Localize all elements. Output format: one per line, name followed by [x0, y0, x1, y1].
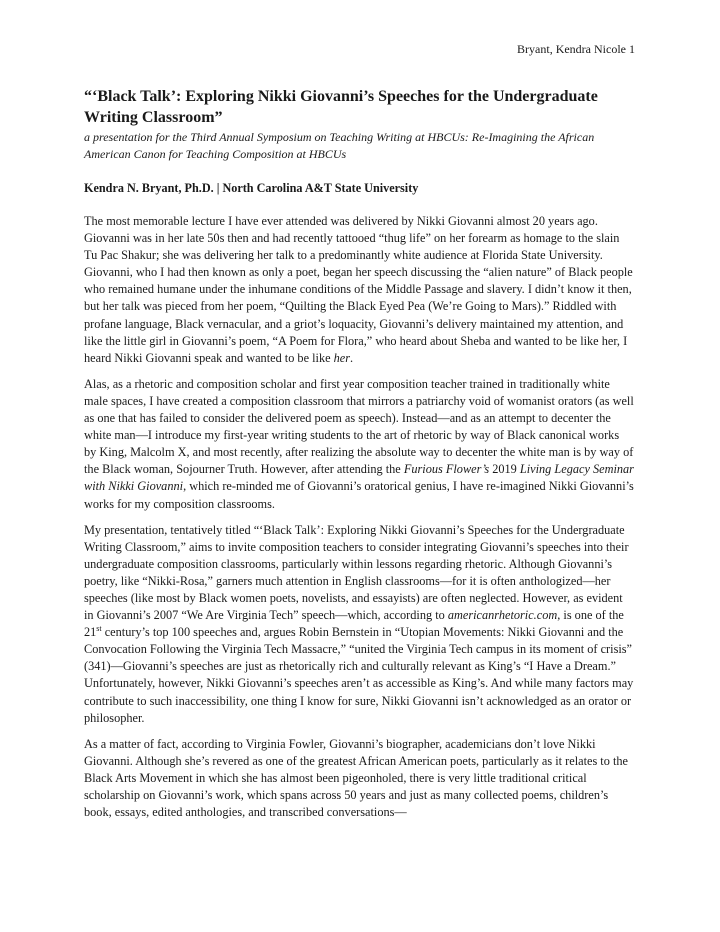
paragraph-text: .	[350, 350, 354, 365]
paragraph-text: As a matter of fact, according to Virginia Fowler, Giovanni’s biographer, academicians don’t love Nikki Giovanni. Although she’s revered as one of the greatest African American poets, particularly as it relates to the Black Arts Movement in which she has almost been pigeonholed, there is very little traditional critical scholarship on Giovanni’s work, which spans across 50 years and just as many collected poems, children’s book, essays, edited anthologies, and transcribed conversations—	[84, 736, 628, 820]
emphasis-text: americanrhetoric.com	[447, 608, 558, 623]
paragraph-text: century’s top 100 speeches and, argues Robin Bernstein in “Utopian Movements: Nikki Giovanni and the Convocation Following the Virginia Tech Massacre,” “united the Virginia Tech campus in its moment of crisis” (341)—Giovanni’s speeches are just as rhetorically rich and culturally relevant as King’s “I Have a Dream.” Unfortunately, however, Nikki Giovanni’s speeches aren’t as accessible as King’s. And while many factors may contribute to such inaccessibility, one thing I know for sure, Nikki Giovanni isn’t acknowledged as an orator or philosopher.	[84, 625, 634, 725]
body-paragraph-2	[84, 376, 634, 513]
paragraph-text: My presentation, tentatively titled “‘Black Talk’: Exploring Nikki Giovanni’s Speeches for the Undergraduate Writing Classroom,” aims to invite composition teachers to consider integrating Giovanni’s speeches into their undergraduate composition classrooms, particularly within lessons regarding rhetoric. Although Giovanni’s poetry, like “Nikki-Rosa,” garners much attention in English classrooms—for it is often anthologized—her speeches (like most by Black women poets, novelists, and essayists) are often neglected. However, as evident in Giovanni’s 2007 “We Are Virginia Tech” speech—which, according to	[84, 522, 629, 623]
body-paragraph-1	[84, 213, 634, 367]
paragraph-text: 2019	[489, 462, 520, 477]
document-subtitle: a presentation for the Third Annual Symposium on Teaching Writing at HBCUs: Re-Imagining the African American Canon for Teaching Composition at HBCUs	[84, 130, 595, 161]
paragraph-text: , which re-minded me of Giovanni’s oratorical genius, I have re-imagined Nikki Giovanni’s works for my composition classrooms.	[84, 479, 634, 511]
emphasis-text: her	[333, 350, 351, 365]
emphasis-text: Living Legacy Seminar with Nikki Giovanni	[84, 462, 634, 494]
body-paragraph-4	[84, 736, 634, 821]
paragraph-text: , is one of the 21	[84, 608, 624, 640]
superscript-ordinal: st	[96, 624, 102, 634]
author-affiliation: Kendra N. Bryant, Ph.D. | North Carolina A&T State University	[84, 181, 419, 195]
body-paragraph-3	[84, 522, 634, 727]
emphasis-text: Furious Flower’s	[403, 462, 490, 477]
document-title: “‘Black Talk’: Exploring Nikki Giovanni’s Speeches for the Undergraduate Writing Classroom”	[84, 88, 598, 126]
running-header: Bryant, Kendra Nicole 1	[517, 42, 635, 56]
paragraph-text: The most memorable lecture I have ever attended was delivered by Nikki Giovanni almost 20 years ago. Giovanni was in her late 50s then and had recently tattooed “thug life” on her forearm as homage to the slain Tu Pac Shakur; she was delivering her talk to a predominantly white audience at Florida State University. Giovanni, who I had then known as only a poet, began her speech discussing the “alien nature” of Black people who remained humane under the inhumane conditions of the Middle Passage and slavery. I didn’t know it then, but her talk was pieced from her poem, “Quilting the Black Eyed Pea (We’re Going to Mars).” Riddled with profane language, Black vernacular, and a griot’s loquacity, Giovanni’s delivery maintained my attention, and like the little girl in Giovanni’s poem, “A Poem for Flora,” who heard about Sheba and wanted to be like her, I heard Nikki Giovanni speak and wanted to be like	[84, 214, 633, 365]
paragraph-text: Alas, as a rhetoric and composition scholar and first year composition teacher trained in traditionally white male spaces, I have created a composition classroom that mirrors a patriarchy void of womanist orators (as well as one that has failed to consider the delivered poem as speech). Instead—and as an attempt to decenter the white man—I introduce my first-year writing students to the art of rhetoric by way of Black canonical works by King, Malcolm X, and most recently, after realizing the absolute way to decenter the white man is by way of the Black woman, Sojourner Truth. However, after attending the	[84, 376, 634, 477]
